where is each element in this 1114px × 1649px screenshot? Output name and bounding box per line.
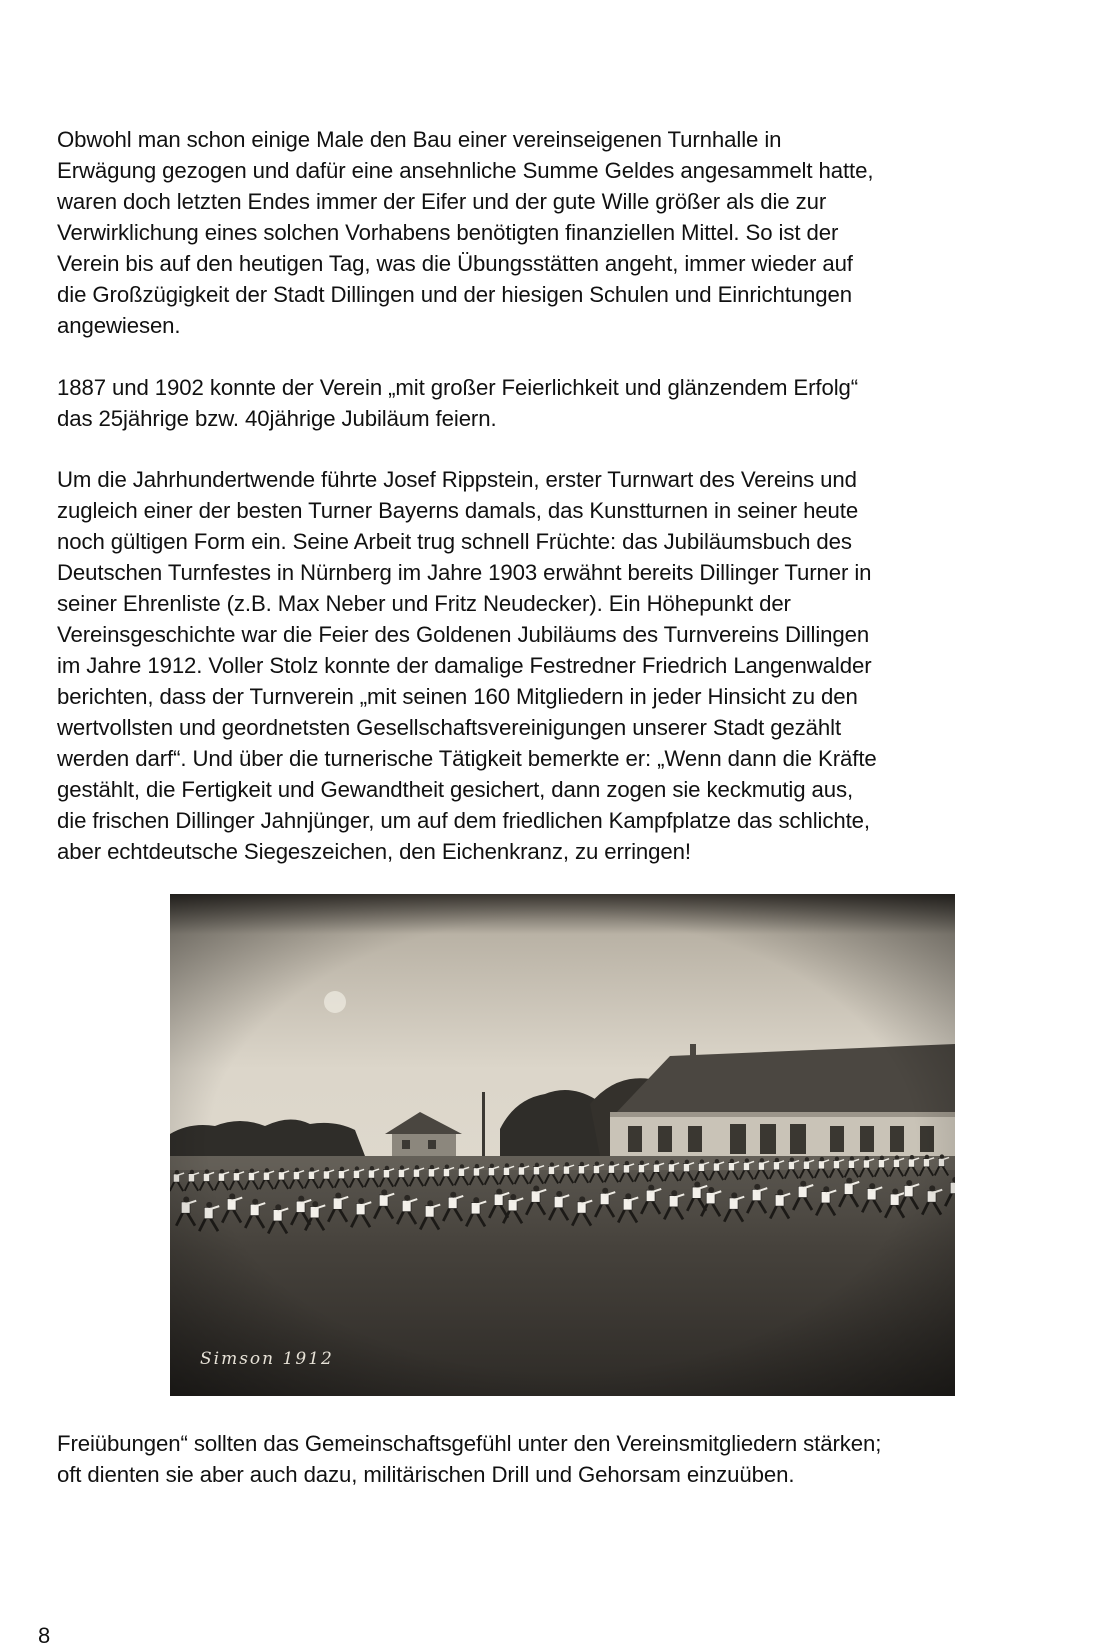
text-line: Obwohl man schon einige Male den Bau einer vereinseigenen Turnhalle in	[57, 127, 782, 152]
paragraph-kunstturnen	[57, 464, 1067, 867]
text-line: Deutschen Turnfestes in Nürnberg im Jahre 1903 erwähnt bereits Dillinger Turner in	[57, 560, 872, 585]
text-line: seiner Ehrenliste (z.B. Max Neber und Fritz Neudecker). Ein Höhepunkt der	[57, 591, 791, 616]
page-number: 8	[38, 1623, 51, 1648]
text-line: waren doch letzten Endes immer der Eifer und der gute Wille größer als die zur	[57, 189, 827, 214]
paragraph-turnhalle	[57, 124, 1067, 341]
text-line: angewiesen.	[57, 313, 181, 338]
text-line: berichten, dass der Turnverein „mit seinen 160 Mitgliedern in jeder Hinsicht zu den	[57, 684, 858, 709]
historical-photo	[170, 894, 955, 1396]
text-line: Verein bis auf den heutigen Tag, was die Übungsstätten angeht, immer wieder auf	[57, 251, 853, 276]
text-line: 1887 und 1902 konnte der Verein „mit großer Feierlichkeit und glänzendem Erfolg“	[57, 375, 859, 400]
text-line: aber echtdeutsche Siegeszeichen, den Eichenkranz, zu erringen!	[57, 839, 691, 864]
text-line: die Großzügigkeit der Stadt Dillingen und der hiesigen Schulen und Einrichtungen	[57, 282, 852, 307]
photo-gymnasts-field	[170, 894, 955, 1396]
text-line: werden darf“. Und über die turnerische Tätigkeit bemerkte er: „Wenn dann die Kräfte	[57, 746, 877, 771]
text-line: Verwirklichung eines solchen Vorhabens benötigten finanziellen Mittel. So ist der	[57, 220, 839, 245]
text-line: wertvollsten und geordnetsten Gesellschaftsvereinigungen unserer Stadt gezählt	[57, 715, 842, 740]
text-line: Um die Jahrhundertwende führte Josef Rippstein, erster Turnwart des Vereins und	[57, 467, 857, 492]
text-line: das 25jährige bzw. 40jährige Jubiläum feiern.	[57, 406, 497, 431]
text-line: oft dienten sie aber auch dazu, militärischen Drill und Gehorsam einzuüben.	[57, 1462, 795, 1487]
text-line: Vereinsgeschichte war die Feier des Goldenen Jubiläums des Turnvereins Dillingen	[57, 622, 870, 647]
photo-signature: Simson 1912	[200, 1349, 334, 1369]
paragraph-jubilaeum	[57, 372, 1067, 434]
text-line: Freiübungen“ sollten das Gemeinschaftsgefühl unter den Vereinsmitgliedern stärken;	[57, 1431, 882, 1456]
text-line: gestählt, die Fertigkeit und Gewandtheit gesichert, dann zogen sie keckmutig aus,	[57, 777, 854, 802]
text-line: zugleich einer der besten Turner Bayerns damals, das Kunstturnen in seiner heute	[57, 498, 859, 523]
text-line: noch gültigen Form ein. Seine Arbeit trug schnell Früchte: das Jubiläumsbuch des	[57, 529, 852, 554]
text-line: die frischen Dillinger Jahnjünger, um auf dem friedlichen Kampfplatze das schlichte,	[57, 808, 870, 833]
text-line: im Jahre 1912. Voller Stolz konnte der damalige Festredner Friedrich Langenwalder	[57, 653, 872, 678]
text-line: Erwägung gezogen und dafür eine ansehnliche Summe Geldes angesammelt hatte,	[57, 158, 874, 183]
paragraph-freiuebungen	[57, 1428, 1067, 1490]
